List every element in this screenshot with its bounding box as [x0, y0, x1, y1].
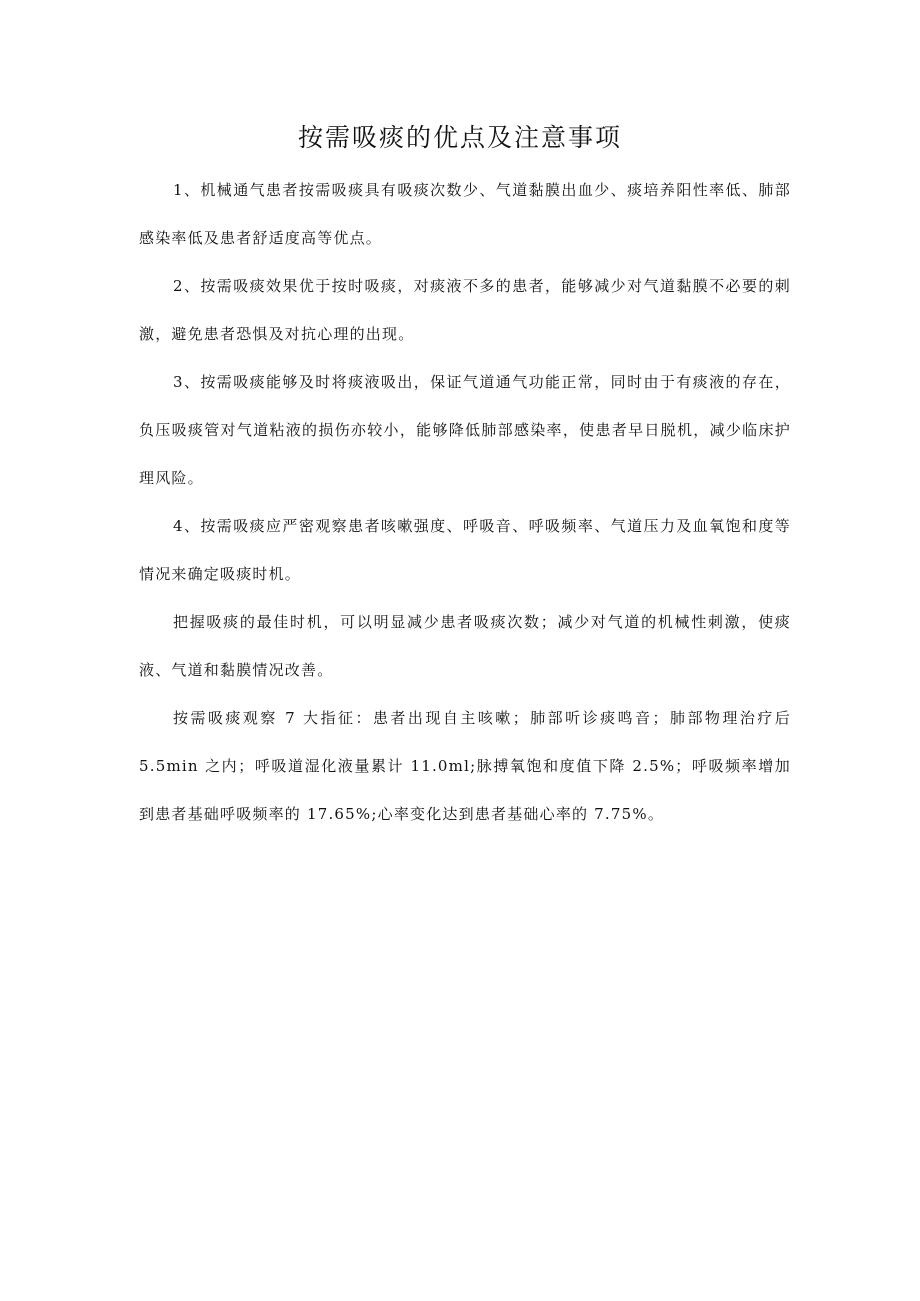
- document-body: [139, 166, 791, 838]
- paragraph-6: 按需吸痰观察 7 大指征：患者出现自主咳嗽；肺部听诊痰鸣音；肺部物理治疗后 5.5min 之内；呼吸道湿化液量累计 11.0ml;脉搏氧饱和度值下降 2.5%；呼吸频率增加到患者基础呼吸频率的 17.65%;心率变化达到患者基础心率的 7.75%。: [139, 709, 791, 823]
- paragraph-2: 2、按需吸痰效果优于按时吸痰，对痰液不多的患者，能够减少对气道黏膜不必要的刺激，避免患者恐惧及对抗心理的出现。: [139, 277, 791, 343]
- paragraph-4: 4、按需吸痰应严密观察患者咳嗽强度、呼吸音、呼吸频率、气道压力及血氧饱和度等情况来确定吸痰时机。: [139, 517, 791, 583]
- paragraph-1: 1、机械通气患者按需吸痰具有吸痰次数少、气道黏膜出血少、痰培养阳性率低、肺部感染率低及患者舒适度高等优点。: [139, 181, 791, 247]
- paragraph-5: 把握吸痰的最佳时机，可以明显减少患者吸痰次数；减少对气道的机械性刺激，使痰液、气道和黏膜情况改善。: [139, 613, 791, 679]
- paragraph-3: 3、按需吸痰能够及时将痰液吸出，保证气道通气功能正常，同时由于有痰液的存在，负压吸痰管对气道粘液的损伤亦较小，能够降低肺部感染率，使患者早日脱机，减少临床护理风险。: [139, 373, 791, 487]
- document-title: 按需吸痰的优点及注意事项: [297, 123, 622, 152]
